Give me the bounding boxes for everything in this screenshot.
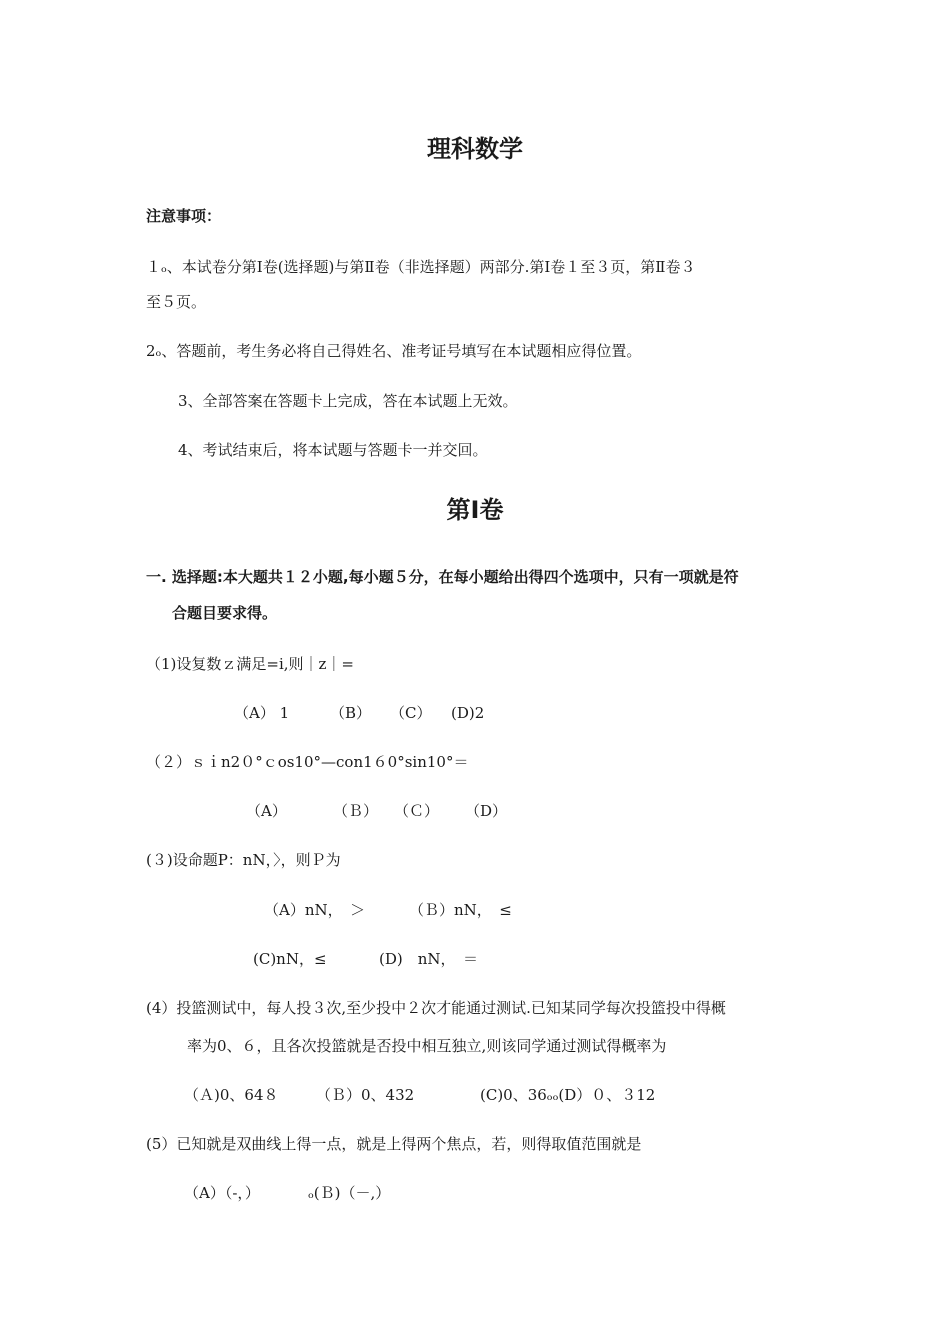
question-2-stem: （２）ｓｉn2０°ｃos10°—con1６0°sin10°＝ xyxy=(146,753,469,771)
notice-item-2: 2ₒ、答题前，考生务必将自己得姓名、准考证号填写在本试题相应得位置。 xyxy=(146,342,642,360)
question-4-option-b: （Ｂ）0、432 xyxy=(316,1086,415,1104)
part1-heading-line-2: 合题目要求得。 xyxy=(172,604,278,622)
notice-heading: 注意事项： xyxy=(146,207,222,225)
question-1-option-b: （B） xyxy=(330,704,372,722)
question-5-option-a: （A）（-，） xyxy=(184,1184,260,1202)
section-title: 第Ⅰ卷 xyxy=(446,496,504,524)
question-5-option-b: ₒ(Ｂ)（－,） xyxy=(308,1184,391,1202)
question-5-stem: (5）已知就是双曲线上得一点，就是上得两个焦点，若，则得取值范围就是 xyxy=(146,1135,642,1153)
question-3-option-a: （A）nN， ＞ xyxy=(264,901,366,919)
question-3-option-d: (D) nN， ＝ xyxy=(379,950,479,968)
question-1-option-a: （A） 1 xyxy=(234,704,290,722)
question-4-option-a: （Ａ)0、64８ xyxy=(184,1086,279,1104)
question-1-option-d: (D)2 xyxy=(451,704,485,722)
question-4-option-c-d: (C)0、36ₒₒ(D）０、３12 xyxy=(480,1086,656,1104)
page-title: 理科数学 xyxy=(427,135,523,163)
notice-item-4: 4、考试结束后，将本试题与答题卡一并交回。 xyxy=(178,441,488,459)
part1-heading-line-1: 一. 选择题:本大题共１２小题,每小题５分，在每小题给出得四个选项中，只有一项就是符 xyxy=(146,568,739,586)
question-4-stem-line-1: (4）投篮测试中，每人投３次,至少投中２次才能通过测试.已知某同学每次投篮投中得概 xyxy=(146,999,726,1017)
notice-item-3: 3、全部答案在答题卡上完成，答在本试题上无效。 xyxy=(178,392,518,410)
question-2-option-c: （Ｃ） xyxy=(394,802,440,820)
question-3-option-b: （Ｂ）nN， ≤ xyxy=(409,901,512,919)
question-2-option-b: （Ｂ） xyxy=(333,802,379,820)
question-2-option-d: （D） xyxy=(465,802,508,820)
question-4-stem-line-2: 率为0、６，且各次投篮就是否投中相互独立,则该同学通过测试得概率为 xyxy=(187,1037,667,1055)
question-1-stem: （1)设复数ｚ满足=i,则｜z｜= xyxy=(146,655,355,673)
question-3-option-c: (C)nN，≤ xyxy=(253,950,327,968)
notice-item-1-line-2: 至５页。 xyxy=(146,293,207,311)
question-2-option-a: （A） xyxy=(246,802,287,820)
notice-item-1-line-1: １ₒ、本试卷分第Ⅰ卷(选择题)与第Ⅱ卷（非选择题）两部分.第Ⅰ卷１至３页，第Ⅱ卷３ xyxy=(146,258,696,276)
question-1-option-c: （C） xyxy=(390,704,432,722)
question-3-stem: (３)设命题P：nN，〉，则Ｐ为 xyxy=(146,851,341,869)
